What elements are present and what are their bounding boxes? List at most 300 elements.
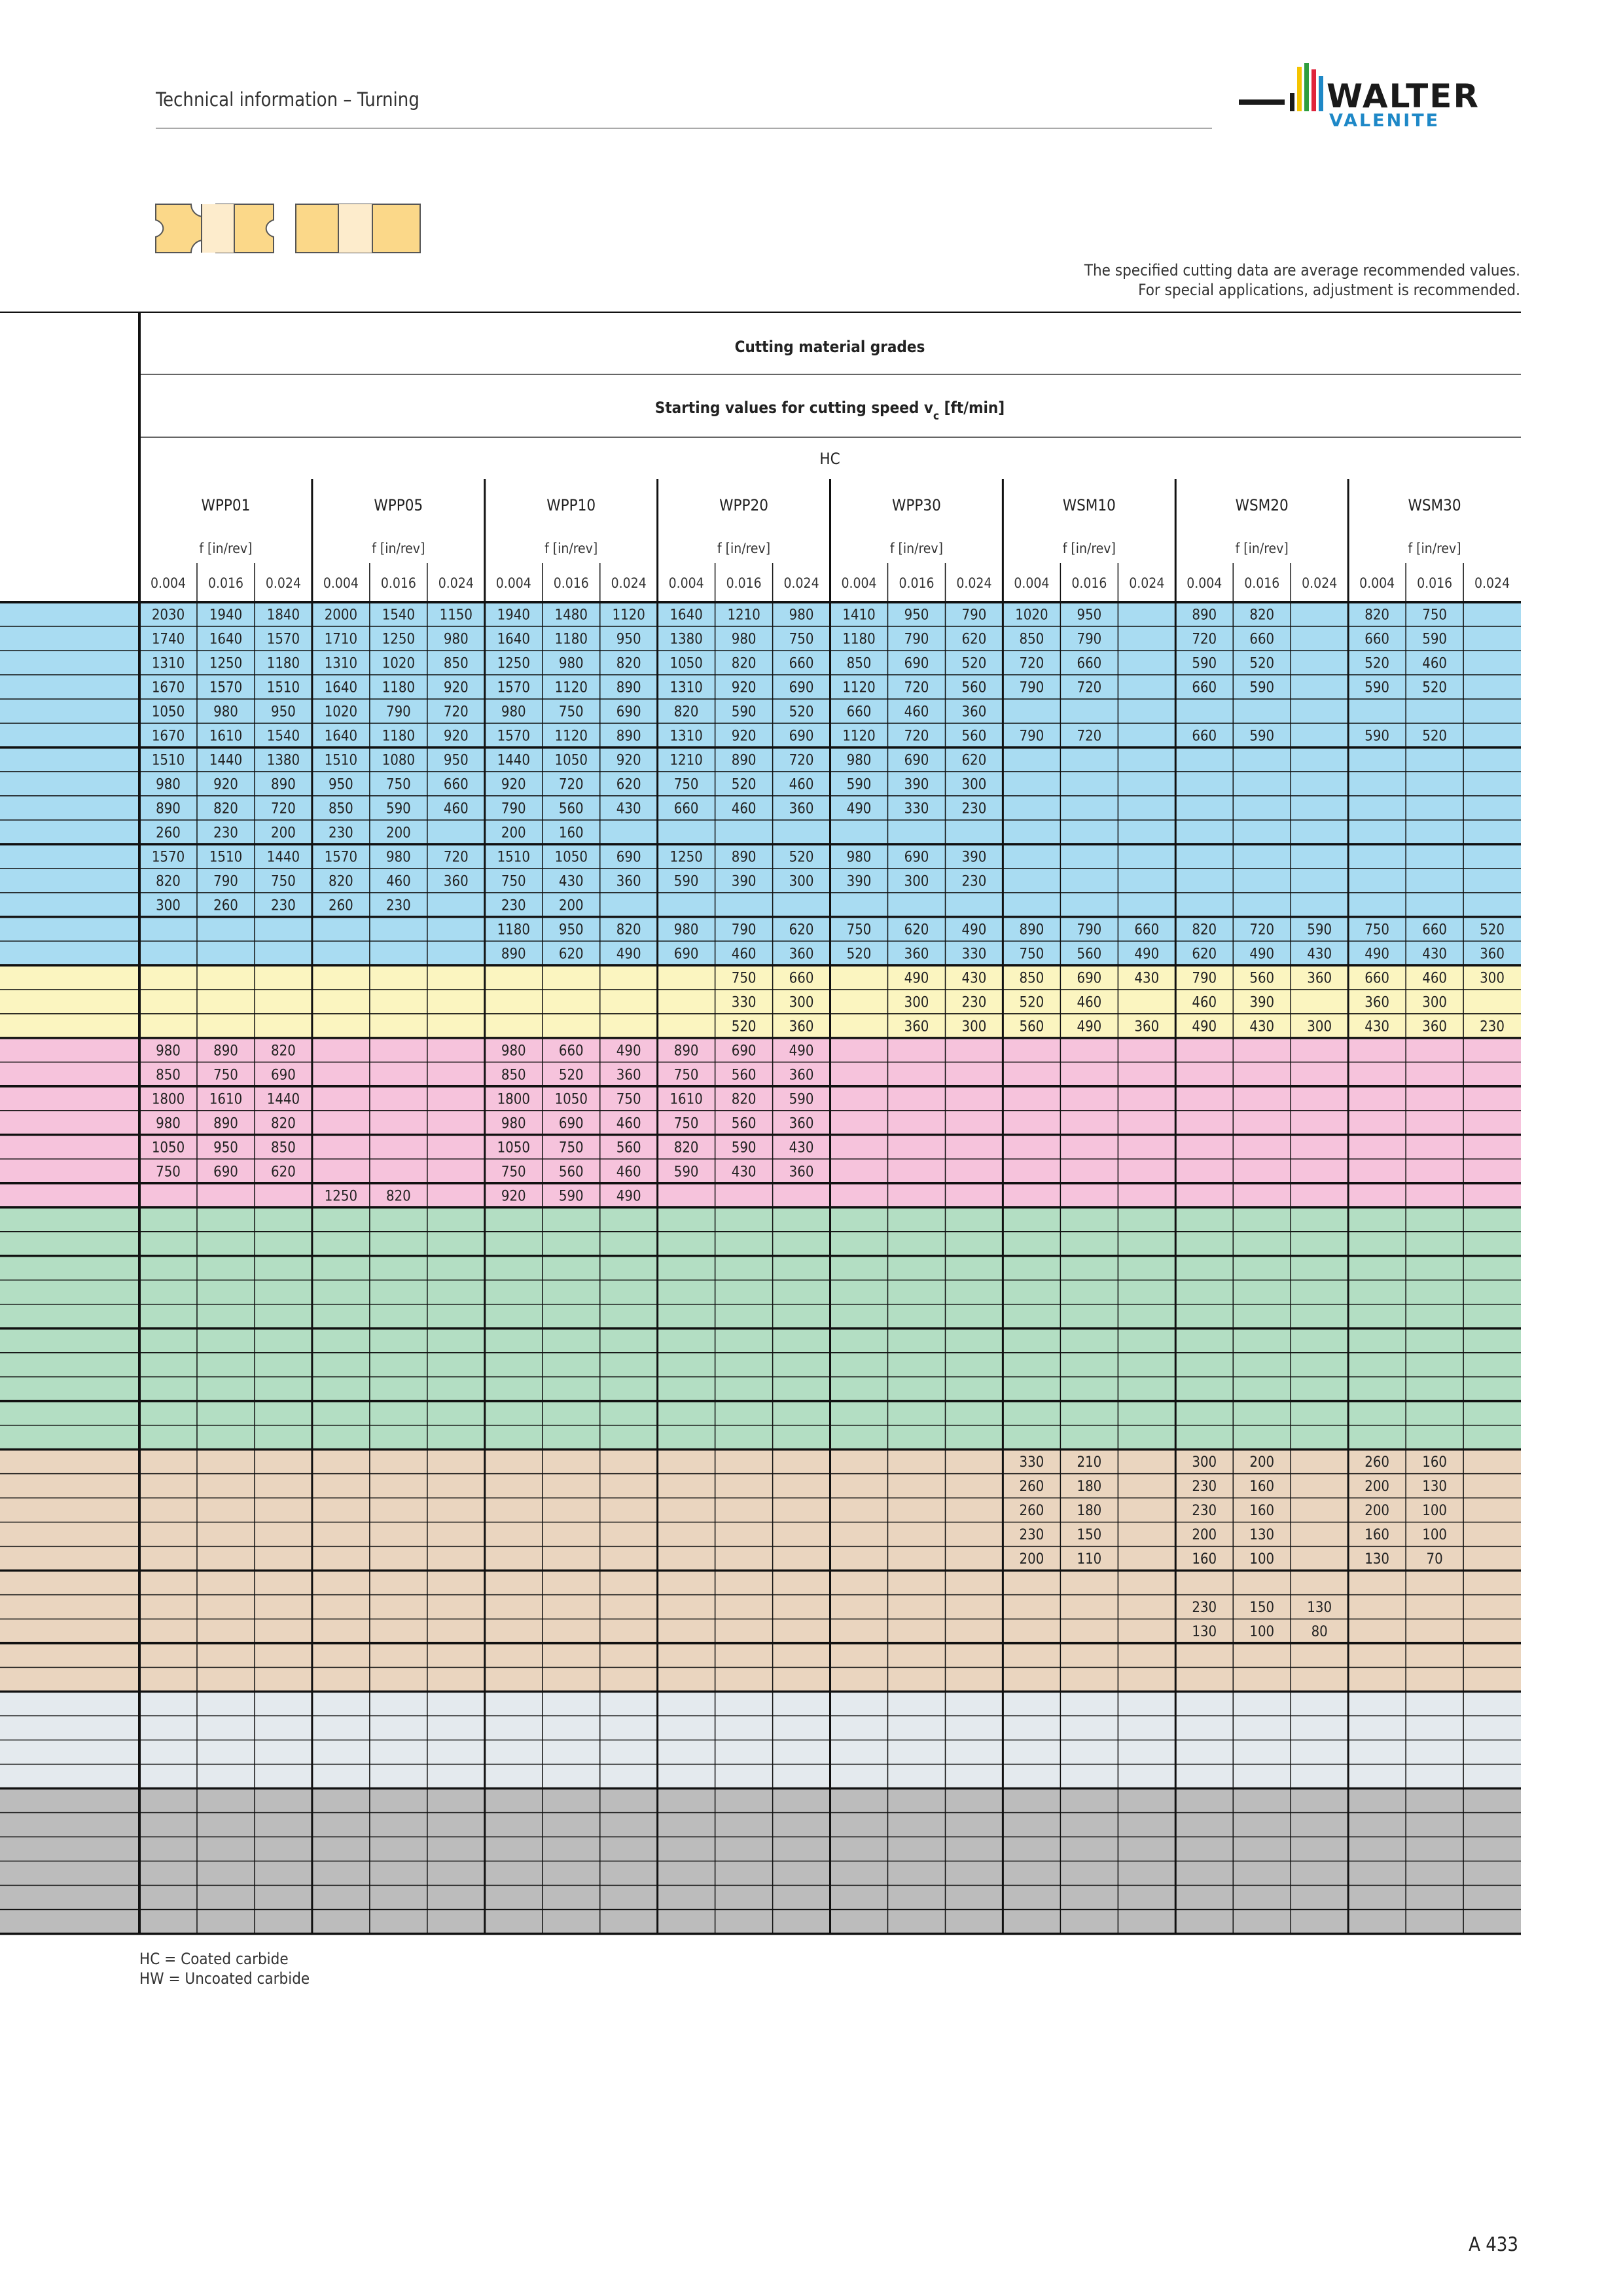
grade-name: WPP20 (719, 496, 768, 514)
table-cell-value: 890 (1019, 922, 1044, 939)
table-cell-value: 360 (961, 704, 987, 721)
table-cell-value: 230 (385, 897, 411, 914)
table-cell-value: 1020 (382, 655, 416, 672)
table-cell-value: 1570 (497, 728, 530, 745)
table-cell-value: 460 (1422, 655, 1448, 672)
table-cell-value: 660 (443, 776, 469, 793)
table-cell-value: 300 (1480, 970, 1505, 987)
table-row-band (0, 1692, 1521, 1716)
table-cell-value: 360 (789, 800, 814, 817)
table-cell-value: 230 (1019, 1527, 1044, 1544)
table-cell-value: 750 (673, 776, 699, 793)
table-cell-value: 660 (789, 655, 814, 672)
table-cell-value: 260 (213, 897, 238, 914)
table-cell-value: 1050 (554, 1091, 588, 1108)
table-cell-value: 520 (558, 1067, 584, 1084)
table-cell-value: 690 (271, 1067, 296, 1084)
table-cell-value: 1640 (497, 631, 530, 648)
table-row-band (0, 1426, 1521, 1450)
table-cell-value: 1740 (151, 631, 185, 648)
table-row-band (0, 1571, 1521, 1595)
table-cell-value: 330 (961, 946, 987, 963)
table-cell-value: 980 (156, 1043, 181, 1060)
table-cell-value: 980 (213, 704, 238, 721)
table-cell-value: 950 (616, 631, 641, 648)
table-cell-value: 590 (789, 1091, 814, 1108)
table-cell-value: 490 (616, 1043, 641, 1060)
table-cell-value: 750 (673, 1067, 699, 1084)
table-cell-value: 690 (213, 1164, 238, 1181)
table-cell-value: 520 (1019, 994, 1044, 1011)
table-cell-value: 1120 (842, 679, 876, 696)
table-cell-value: 70 (1426, 1551, 1443, 1568)
table-header (655, 338, 1005, 468)
table-cell-value: 1050 (497, 1139, 530, 1157)
feed-value: 0.016 (1071, 575, 1107, 591)
table-cell-value: 460 (731, 800, 757, 817)
table-cell-value: 980 (789, 607, 814, 624)
table-cell-value: 490 (789, 1043, 814, 1060)
table-cell-value: 1480 (554, 607, 588, 624)
table-cell-value: 690 (616, 704, 641, 721)
table-cell-value: 1800 (151, 1091, 185, 1108)
table-cell-value: 200 (1364, 1503, 1390, 1520)
table-cell-value: 360 (904, 1018, 929, 1035)
table-cell-value: 560 (616, 1139, 641, 1157)
table-cell-value: 660 (846, 704, 872, 721)
table-cell-value: 720 (789, 752, 814, 769)
table-cell-value: 690 (731, 1043, 757, 1060)
table-cell-value: 80 (1311, 1624, 1328, 1641)
table-cell-value: 690 (904, 752, 929, 769)
table-cell-value: 1180 (382, 679, 416, 696)
table-cell-value: 200 (501, 825, 526, 842)
feed-value: 0.004 (150, 575, 187, 591)
table-row-band (0, 1740, 1521, 1765)
table-cell-value: 890 (213, 1043, 238, 1060)
table-row-band (0, 1909, 1521, 1933)
header-cutting-material-grades: Cutting material grades (734, 338, 925, 356)
table-cell-value: 920 (616, 752, 641, 769)
table-cell-value: 620 (1192, 946, 1217, 963)
table-cell-value: 150 (1249, 1600, 1275, 1617)
table-row-band (0, 1183, 1521, 1208)
table-cell-value: 590 (1249, 679, 1275, 696)
table-cell-value: 1670 (151, 728, 185, 745)
table-cell-value: 360 (616, 1067, 641, 1084)
table-cell-value: 980 (846, 752, 872, 769)
table-cell-value: 890 (271, 776, 296, 793)
table-cell-value: 690 (904, 655, 929, 672)
insert-geometry-icons (154, 203, 423, 254)
table-cell-value: 750 (213, 1067, 238, 1084)
header-starting-values (655, 399, 1005, 423)
table-cell-value: 200 (1249, 1454, 1275, 1471)
page-number: A 433 (1469, 2233, 1518, 2255)
table-cell-value: 2030 (151, 607, 185, 624)
table-cell-value: 1570 (324, 849, 358, 866)
feed-value: 0.016 (380, 575, 416, 591)
table-cell-value: 200 (385, 825, 411, 842)
table-cell-value: 620 (904, 922, 929, 939)
table-cell-value: 980 (501, 1043, 526, 1060)
feed-label: f [in/rev] (1408, 541, 1461, 556)
table-cell-value: 520 (731, 776, 757, 793)
table-cell-value: 790 (1077, 631, 1102, 648)
feed-value: 0.016 (899, 575, 935, 591)
table-cell-value: 230 (1192, 1479, 1217, 1496)
table-cell-value: 920 (443, 728, 469, 745)
table-cell-value: 1180 (497, 922, 530, 939)
table-cell-value: 890 (731, 849, 757, 866)
table-cell-value: 590 (731, 704, 757, 721)
table-cell-value: 1640 (324, 679, 358, 696)
table-cell-value: 590 (1192, 655, 1217, 672)
table-cell-value: 1540 (266, 728, 300, 745)
table-cell-value: 1410 (842, 607, 876, 624)
table-cell-value: 430 (1422, 946, 1448, 963)
table-cell-value: 330 (904, 800, 929, 817)
legend-hc: HC = Coated carbide (139, 1950, 289, 1968)
table-cell-value: 230 (1192, 1600, 1217, 1617)
feed-label: f [in/rev] (544, 541, 598, 556)
table-cell-value: 300 (789, 873, 814, 890)
table-cell-value: 1020 (324, 704, 358, 721)
table-cell-value: 520 (789, 849, 814, 866)
table-cell-value: 950 (1077, 607, 1102, 624)
table-cell-value: 460 (616, 1115, 641, 1132)
table-cell-value: 130 (1364, 1551, 1390, 1568)
table-cell-value: 150 (1077, 1527, 1102, 1544)
table-cell-value: 660 (1192, 679, 1217, 696)
note-line-2: For special applications, adjustment is recommended. (1138, 281, 1520, 299)
table-cell-value: 750 (1364, 922, 1390, 939)
table-cell-value: 980 (156, 776, 181, 793)
table-cell-value: 1640 (669, 607, 703, 624)
feed-value: 0.024 (1474, 575, 1510, 591)
table-row-band (0, 1837, 1521, 1861)
table-cell-value: 460 (904, 704, 929, 721)
feed-value: 0.024 (1302, 575, 1338, 591)
feed-value: 0.024 (1129, 575, 1165, 591)
table-cell-value: 950 (443, 752, 469, 769)
table-cell-value: 720 (443, 849, 469, 866)
cutting-data-note (1084, 260, 1520, 300)
table-cell-value: 430 (616, 800, 641, 817)
table-cell-value: 520 (1364, 655, 1390, 672)
table-cell-value: 560 (1077, 946, 1102, 963)
table-cell-value: 1610 (209, 728, 243, 745)
grade-legend (139, 1949, 310, 1988)
table-cell-value: 750 (501, 873, 526, 890)
table-cell-value: 590 (673, 1164, 699, 1181)
table-cell-value: 430 (1134, 970, 1160, 987)
table-cell-value: 920 (501, 1188, 526, 1205)
page-header-title: Technical information – Turning (156, 88, 419, 111)
feed-value: 0.004 (1359, 575, 1395, 591)
table-cell-value: 590 (385, 800, 411, 817)
table-cell-value: 850 (501, 1067, 526, 1084)
table-cell-value: 950 (558, 922, 584, 939)
table-cell-value: 750 (846, 922, 872, 939)
logo-walter-text: WALTER (1327, 77, 1480, 115)
table-cell-value: 1310 (324, 655, 358, 672)
table-row-band (0, 1450, 1521, 1474)
table-cell-value: 300 (904, 994, 929, 1011)
table-cell-value: 300 (961, 1018, 987, 1035)
table-row-band (0, 1232, 1521, 1256)
feed-value: 0.016 (207, 575, 244, 591)
table-cell-value: 1510 (151, 752, 185, 769)
table-cell-value: 750 (673, 1115, 699, 1132)
table-row-band (0, 1547, 1521, 1571)
table-cell-value: 750 (558, 704, 584, 721)
table-cell-value: 850 (846, 655, 872, 672)
table-cell-value: 360 (443, 873, 469, 890)
table-row-band (0, 965, 1521, 990)
table-cell-value: 160 (558, 825, 584, 842)
table-cell-value: 560 (1019, 1018, 1044, 1035)
table-cell-value: 1440 (209, 752, 243, 769)
table-cell-value: 330 (731, 994, 757, 1011)
walter-valenite-logo (1239, 60, 1520, 132)
table-cell-value: 1120 (554, 679, 588, 696)
table-cell-value: 890 (156, 800, 181, 817)
table-row-band (0, 1208, 1521, 1232)
table-cell-value: 590 (1249, 728, 1275, 745)
table-cell-value: 750 (1422, 607, 1448, 624)
table-cell-value: 1440 (497, 752, 530, 769)
table-cell-value: 790 (904, 631, 929, 648)
table-cell-value: 690 (904, 849, 929, 866)
table-cell-value: 720 (1249, 922, 1275, 939)
grade-name: WSM20 (1235, 496, 1289, 514)
table-cell-value: 790 (1077, 922, 1102, 939)
table-cell-value: 430 (789, 1139, 814, 1157)
table-cell-value: 1510 (209, 849, 243, 866)
grade-name: WSM10 (1062, 496, 1116, 514)
table-cell-value: 360 (789, 1067, 814, 1084)
table-cell-value: 520 (789, 704, 814, 721)
table-cell-value: 230 (271, 897, 296, 914)
table-cell-value: 1150 (439, 607, 473, 624)
feed-value: 0.024 (783, 575, 819, 591)
table-cell-value: 180 (1077, 1479, 1102, 1496)
table-cell-value: 820 (1249, 607, 1275, 624)
table-cell-value: 660 (558, 1043, 584, 1060)
table-cell-value: 360 (1364, 994, 1390, 1011)
table-cell-value: 200 (1364, 1479, 1390, 1496)
table-cell-value: 460 (1192, 994, 1217, 1011)
table-cell-value: 1610 (669, 1091, 703, 1108)
table-cell-value: 790 (385, 704, 411, 721)
feed-value: 0.024 (611, 575, 647, 591)
table-cell-value: 230 (213, 825, 238, 842)
header-rule (156, 128, 1212, 129)
table-cell-value: 720 (558, 776, 584, 793)
table-cell-value: 200 (1192, 1527, 1217, 1544)
table-cell-value: 300 (1307, 1018, 1332, 1035)
feed-value: 0.024 (956, 575, 992, 591)
table-row-band (0, 1716, 1521, 1740)
table-cell-value: 230 (961, 873, 987, 890)
insert-profile-icon-right (296, 204, 420, 253)
table-cell-value: 850 (1019, 631, 1044, 648)
table-cell-value: 460 (789, 776, 814, 793)
table-cell-value: 660 (1422, 922, 1448, 939)
table-row-band (0, 1401, 1521, 1426)
table-cell-value: 720 (1077, 679, 1102, 696)
table-cell-value: 360 (1480, 946, 1505, 963)
table-cell-value: 1180 (554, 631, 588, 648)
table-cell-value: 750 (385, 776, 411, 793)
table-cell-value: 1310 (669, 679, 703, 696)
table-cell-value: 980 (443, 631, 469, 648)
table-cell-value: 1210 (727, 607, 760, 624)
table-cell-value: 980 (385, 849, 411, 866)
table-cell-value: 1380 (669, 631, 703, 648)
table-cell-value: 590 (731, 1139, 757, 1157)
table-row-band (0, 1765, 1521, 1789)
feed-value: 0.004 (495, 575, 531, 591)
table-cell-value: 590 (846, 776, 872, 793)
table-cell-value: 690 (558, 1115, 584, 1132)
table-cell-value: 1050 (554, 849, 588, 866)
feed-label: f [in/rev] (889, 541, 943, 556)
table-cell-value: 980 (846, 849, 872, 866)
table-row-band (0, 941, 1521, 965)
table-cell-value: 560 (558, 800, 584, 817)
grade-name: WPP01 (201, 496, 251, 514)
insert-profile-icon-left (156, 204, 274, 253)
table-cell-value: 850 (271, 1139, 296, 1157)
table-cell-value: 660 (1249, 631, 1275, 648)
table-row-band (0, 1353, 1521, 1377)
table-cell-value: 1440 (266, 849, 300, 866)
table-cell-value: 520 (731, 1018, 757, 1035)
feed-value: 0.004 (1186, 575, 1222, 591)
table-cell-value: 1250 (382, 631, 416, 648)
table-cell-value: 820 (271, 1043, 296, 1060)
table-cell-value: 160 (1422, 1454, 1448, 1471)
feed-label: f [in/rev] (1062, 541, 1116, 556)
table-row-band (0, 990, 1521, 1014)
table-cell-value: 1840 (266, 607, 300, 624)
table-cell-value: 1180 (842, 631, 876, 648)
table-cell-value: 1050 (554, 752, 588, 769)
table-cell-value: 260 (328, 897, 353, 914)
feed-value: 0.016 (553, 575, 589, 591)
table-cell-value: 820 (673, 704, 699, 721)
table-cell-value: 980 (501, 704, 526, 721)
table-cell-value: 920 (731, 679, 757, 696)
table-cell-value: 560 (731, 1067, 757, 1084)
table-cell-value: 1570 (497, 679, 530, 696)
table-cell-value: 490 (616, 1188, 641, 1205)
table-cell-value: 230 (961, 994, 987, 1011)
logo-valenite-text: VALENITE (1329, 111, 1440, 131)
table-cell-value: 1540 (382, 607, 416, 624)
table-cell-value: 1250 (669, 849, 703, 866)
table-cell-value: 1510 (266, 679, 300, 696)
table-cell-value: 980 (156, 1115, 181, 1132)
table-cell-value: 820 (616, 922, 641, 939)
table-cell-value: 750 (616, 1091, 641, 1108)
table-row-band (0, 1789, 1521, 1813)
table-cell-value: 360 (1422, 1018, 1448, 1035)
table-cell-value: 690 (616, 849, 641, 866)
table-cell-value: 1210 (669, 752, 703, 769)
table-cell-value: 660 (1077, 655, 1102, 672)
table-cell-value: 1310 (151, 655, 185, 672)
feed-value: 0.004 (841, 575, 877, 591)
table-cell-value: 620 (558, 946, 584, 963)
table-cell-value: 1940 (497, 607, 530, 624)
table-row-band (0, 1595, 1521, 1619)
table-row-band (0, 1522, 1521, 1547)
table-cell-value: 820 (385, 1188, 411, 1205)
table-cell-value: 820 (1192, 922, 1217, 939)
table-cell-value: 390 (1249, 994, 1275, 1011)
table-row-band (0, 1643, 1521, 1668)
table-cell-value: 1570 (151, 849, 185, 866)
header-speed-main: Starting values for cutting speed v (654, 399, 933, 417)
table-cell-value: 210 (1077, 1454, 1102, 1471)
table-cell-value: 1250 (497, 655, 530, 672)
table-cell-value: 460 (731, 946, 757, 963)
table-cell-value: 260 (156, 825, 181, 842)
table-cell-value: 790 (1192, 970, 1217, 987)
table-cell-value: 620 (271, 1164, 296, 1181)
table-cell-value: 100 (1422, 1503, 1448, 1520)
table-cell-value: 720 (904, 679, 929, 696)
table-cell-value: 230 (328, 825, 353, 842)
table-row-band (0, 1014, 1521, 1038)
table-cell-value: 1440 (266, 1091, 300, 1108)
table-cell-value: 850 (156, 1067, 181, 1084)
table-cell-value: 560 (558, 1164, 584, 1181)
table-cell-value: 520 (1480, 922, 1505, 939)
table-cell-value: 720 (1019, 655, 1044, 672)
table-cell-value: 520 (961, 655, 987, 672)
table-cell-value: 750 (156, 1164, 181, 1181)
table-cell-value: 1510 (497, 849, 530, 866)
table-cell-value: 660 (673, 800, 699, 817)
table-cell-value: 360 (789, 946, 814, 963)
table-cell-value: 130 (1249, 1527, 1275, 1544)
table-cell-value: 590 (1307, 922, 1332, 939)
table-cell-value: 390 (846, 873, 872, 890)
table-cell-value: 490 (961, 922, 987, 939)
table-row-band (0, 1329, 1521, 1353)
table-cell-value: 230 (1192, 1503, 1217, 1520)
table-row-band (0, 1885, 1521, 1909)
table-cell-value: 490 (1364, 946, 1390, 963)
table-cell-value: 1020 (1015, 607, 1048, 624)
table-cell-value: 490 (1077, 1018, 1102, 1035)
table-cell-value: 200 (1019, 1551, 1044, 1568)
table-cell-value: 430 (961, 970, 987, 987)
table-cell-value: 160 (1364, 1527, 1390, 1544)
table-cell-value: 360 (904, 946, 929, 963)
table-cell-value: 1570 (266, 631, 300, 648)
table-cell-value: 890 (616, 728, 641, 745)
table-cell-value: 1940 (209, 607, 243, 624)
table-cell-value: 300 (789, 994, 814, 1011)
table-cell-value: 1250 (209, 655, 243, 672)
table-cell-value: 230 (961, 800, 987, 817)
table-row-band (0, 1813, 1521, 1837)
